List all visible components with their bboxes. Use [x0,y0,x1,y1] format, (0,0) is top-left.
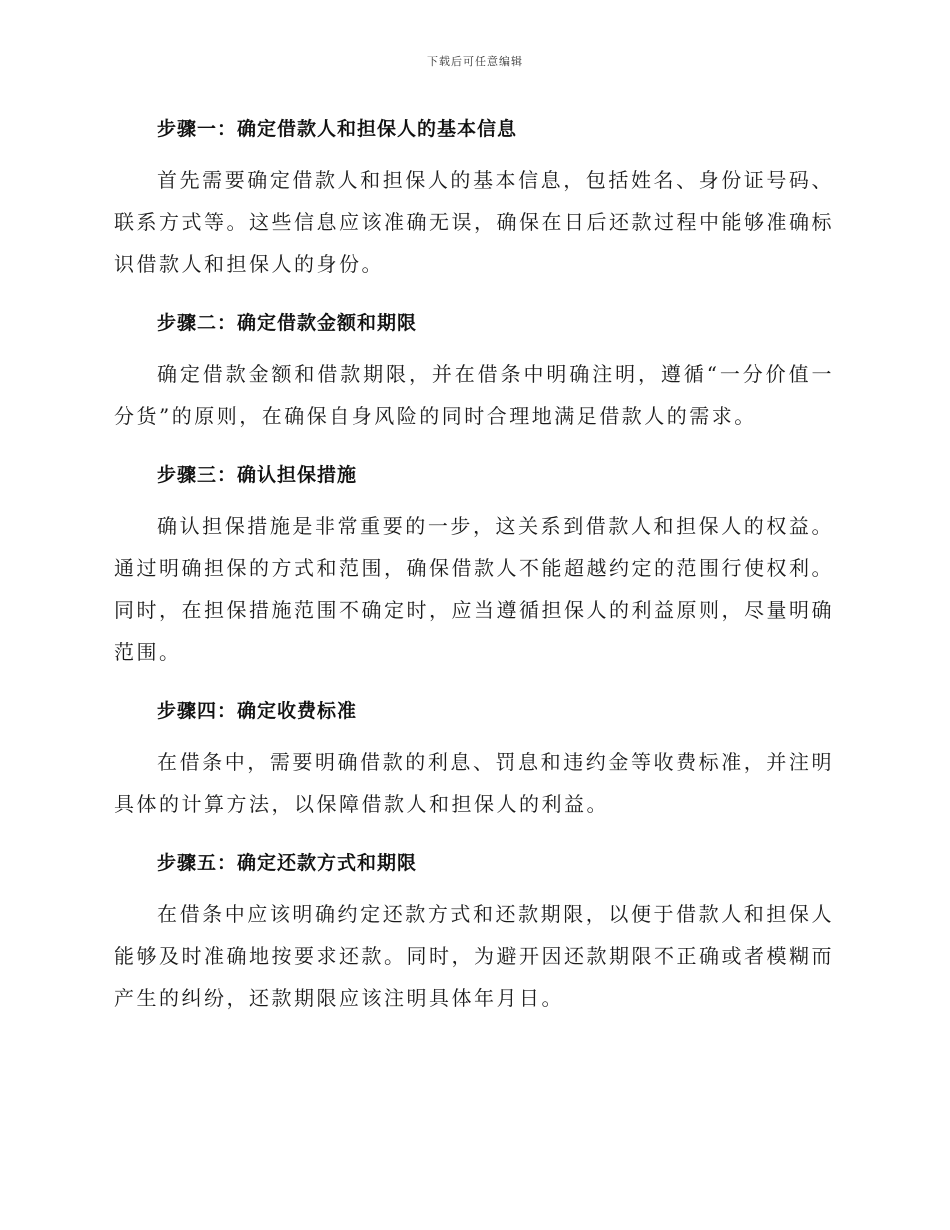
step-paragraph: 确定借款金额和借款期限，并在借条中明确注明，遵循“一分价值一分货”的原则，在确保自身风险的同时合理地满足借款人的需求。 [114,362,834,428]
document-content [114,112,834,1040]
step-paragraph: 确认担保措施是非常重要的一步，这关系到借款人和担保人的权益。通过明确担保的方式和范围，确保借款人不能超越约定的范围行使权利。同时，在担保措施范围不确定时，应当遵循担保人的利益原则，尽量明确范围。 [114,514,834,664]
step-paragraph: 在借条中应该明确约定还款方式和还款期限，以便于借款人和担保人能够及时准确地按要求还款。同时，为避开因还款期限不正确或者模糊而产生的纠纷，还款期限应该注明具体年月日。 [114,902,834,1010]
step-heading: 步骤五：确定还款方式和期限 [157,852,418,874]
step-section-1 [114,112,834,285]
step-section-2 [114,306,834,437]
step-heading: 步骤一：确定借款人和担保人的基本信息 [157,118,518,140]
step-heading: 步骤二：确定借款金额和期限 [157,312,418,334]
step-section-5 [114,846,834,1019]
step-heading: 步骤四：确定收费标准 [157,700,358,722]
header-note: 下载后可任意编辑 [427,55,523,68]
step-section-4 [114,694,834,825]
step-section-3 [114,458,834,673]
step-heading: 步骤三：确认担保措施 [157,464,358,486]
step-paragraph: 首先需要确定借款人和担保人的基本信息，包括姓名、身份证号码、联系方式等。这些信息应该准确无误，确保在日后还款过程中能够准确标识借款人和担保人的身份。 [114,168,834,276]
step-paragraph: 在借条中，需要明确借款的利息、罚息和违约金等收费标准，并注明具体的计算方法，以保障借款人和担保人的利益。 [114,750,834,816]
